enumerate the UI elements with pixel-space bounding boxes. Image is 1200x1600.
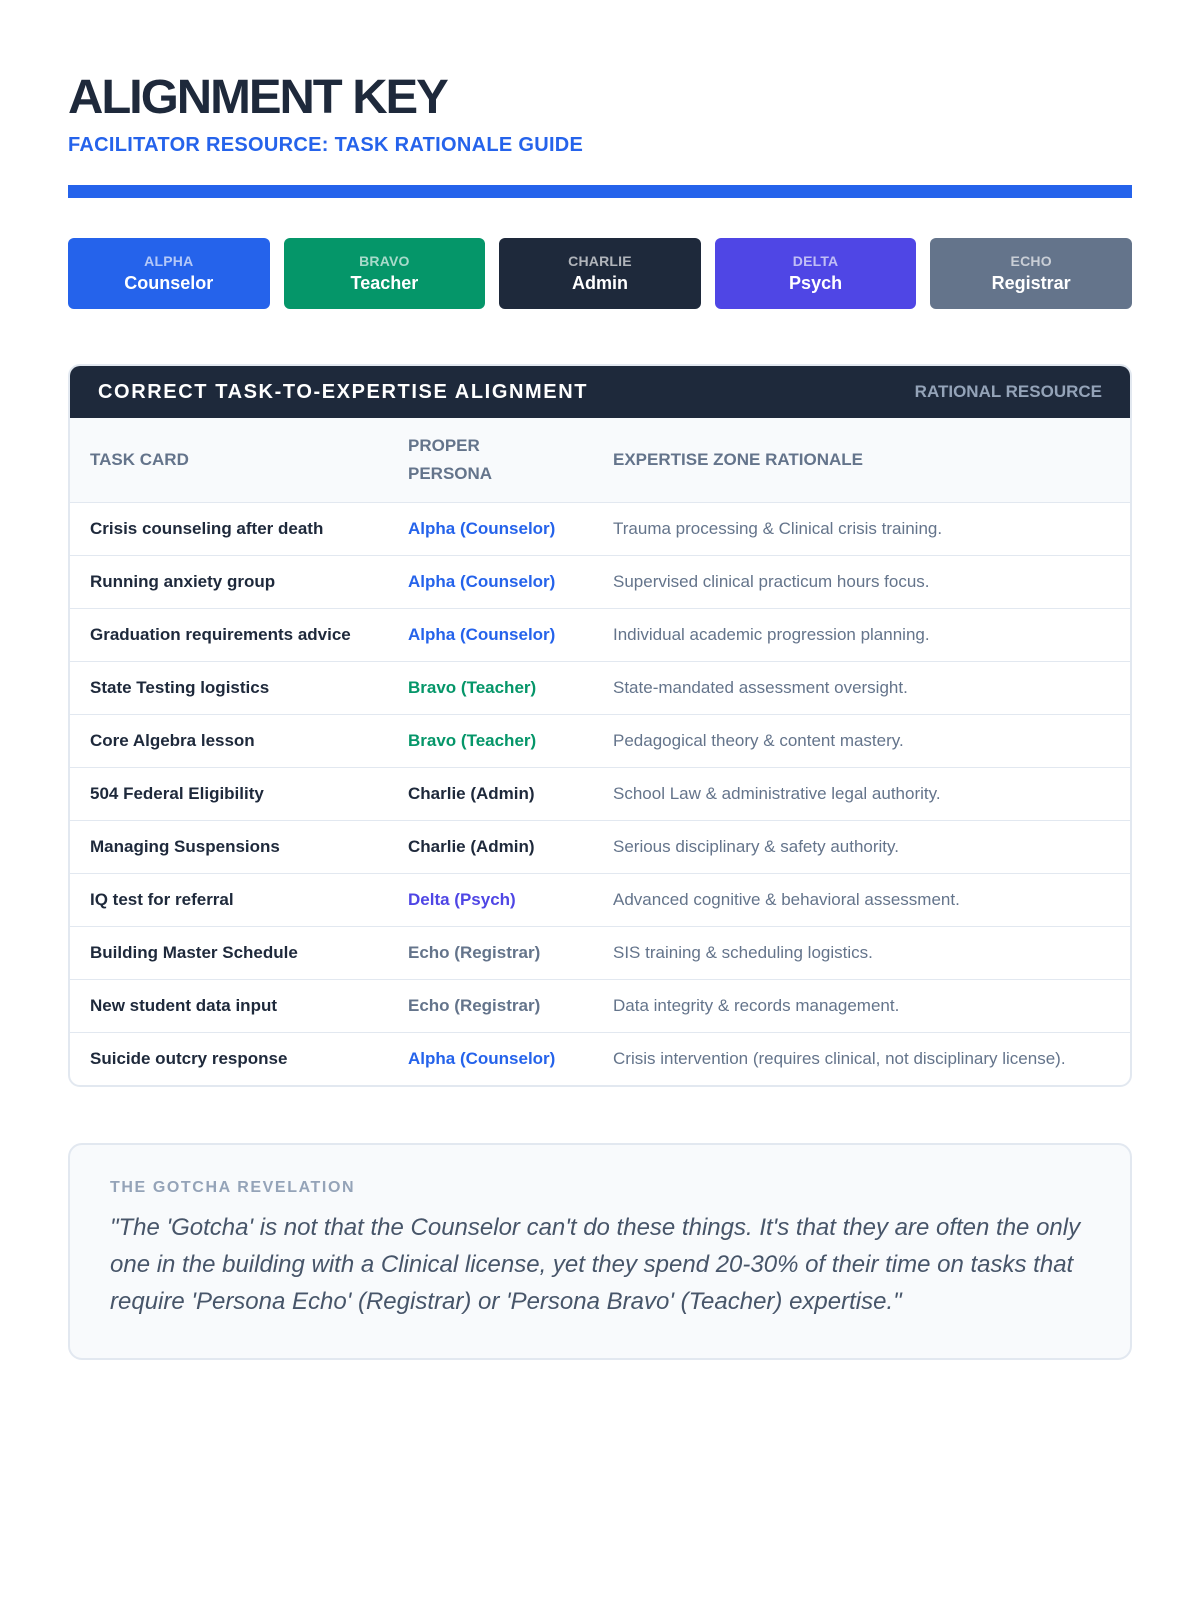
callout-quote: "The 'Gotcha' is not that the Counselor can't do these things. It's that they are often the only one in the building with a Clinical license, yet they spend 20-30% of their time on tasks that require 'Persona Echo' (Registrar) or 'Persona Bravo' (Teacher) expertise." — [110, 1214, 1081, 1315]
persona-role: Admin — [571, 273, 628, 293]
rationale-cell: Pedagogical theory & content mastery. — [593, 715, 1130, 768]
table-body — [70, 503, 1130, 1086]
rationale-cell: Serious disciplinary & safety authority. — [593, 821, 1130, 874]
table-row — [70, 927, 1130, 980]
task-cell: Core Algebra lesson — [70, 715, 388, 768]
column-header-rationale: EXPERTISE ZONE RATIONALE — [593, 418, 1130, 503]
task-cell: State Testing logistics — [70, 662, 388, 715]
rationale-cell: School Law & administrative legal authority. — [593, 768, 1130, 821]
page-title: ALIGNMENT KEY — [68, 71, 447, 124]
rationale-cell: Crisis intervention (requires clinical, not disciplinary license). — [613, 1049, 1066, 1068]
task-cell: 504 Federal Eligibility — [70, 768, 388, 821]
header-divider — [68, 185, 1132, 198]
persona-cell: Alpha (Counselor) — [388, 556, 593, 609]
table-badge: RATIONAL RESOURCE — [914, 382, 1102, 401]
table-row — [70, 503, 1130, 556]
column-header-task: TASK CARD — [70, 418, 388, 503]
rationale-cell: Supervised clinical practicum hours focus. — [593, 556, 1130, 609]
persona-cell: Alpha (Counselor) — [408, 1049, 556, 1068]
persona-role: Teacher — [350, 273, 419, 293]
persona-card-charlie — [499, 238, 701, 309]
persona-role: Registrar — [991, 273, 1071, 293]
task-cell: Running anxiety group — [70, 556, 388, 609]
table-row — [70, 662, 1130, 715]
persona-card-delta — [715, 238, 917, 309]
task-cell: New student data input — [70, 980, 388, 1033]
persona-card-echo — [930, 238, 1132, 309]
persona-cell: Charlie (Admin) — [388, 768, 593, 821]
table-row — [70, 1033, 1130, 1086]
alignment-table — [70, 418, 1130, 1085]
persona-code: BRAVO — [359, 253, 410, 269]
persona-legend — [68, 238, 1132, 309]
table-row — [70, 821, 1130, 874]
persona-role: Psych — [789, 273, 843, 293]
page-subtitle: FACILITATOR RESOURCE: TASK RATIONALE GUIDE — [68, 134, 584, 156]
persona-code: ECHO — [1010, 253, 1052, 269]
persona-code: DELTA — [792, 253, 839, 269]
table-row — [70, 980, 1130, 1033]
task-cell: Managing Suspensions — [70, 821, 388, 874]
rationale-cell: State-mandated assessment oversight. — [593, 662, 1130, 715]
task-cell: Graduation requirements advice — [70, 609, 388, 662]
task-cell: Building Master Schedule — [70, 927, 388, 980]
rationale-cell: SIS training & scheduling logistics. — [593, 927, 1130, 980]
alignment-table-card — [68, 364, 1132, 1087]
persona-code: CHARLIE — [568, 253, 632, 269]
persona-card-bravo — [284, 238, 486, 309]
persona-card-alpha — [68, 238, 270, 309]
task-cell: IQ test for referral — [70, 874, 388, 927]
table-row — [70, 556, 1130, 609]
rationale-cell: Individual academic progression planning. — [593, 609, 1130, 662]
task-cell: Crisis counseling after death — [70, 503, 388, 556]
persona-cell: Bravo (Teacher) — [388, 662, 593, 715]
persona-cell: Alpha (Counselor) — [388, 609, 593, 662]
callout-label: THE GOTCHA REVELATION — [110, 1179, 356, 1196]
table-row — [70, 768, 1130, 821]
persona-cell: Delta (Psych) — [388, 874, 593, 927]
rationale-cell: Data integrity & records management. — [593, 980, 1130, 1033]
persona-cell: Charlie (Admin) — [388, 821, 593, 874]
table-row — [70, 874, 1130, 927]
persona-cell: Alpha (Counselor) — [388, 503, 593, 556]
task-cell: Suicide outcry response — [90, 1049, 288, 1068]
gotcha-callout — [68, 1143, 1132, 1360]
table-title: CORRECT TASK-TO-EXPERTISE ALIGNMENT — [98, 380, 589, 403]
table-header-bar — [70, 366, 1130, 418]
persona-code: ALPHA — [144, 253, 194, 269]
table-header-row — [70, 418, 1130, 503]
rationale-cell: Trauma processing & Clinical crisis training. — [593, 503, 1130, 556]
persona-cell: Bravo (Teacher) — [388, 715, 593, 768]
persona-role: Counselor — [124, 273, 214, 293]
table-row — [70, 715, 1130, 768]
table-row — [70, 609, 1130, 662]
persona-cell: Echo (Registrar) — [388, 927, 593, 980]
rationale-cell: Advanced cognitive & behavioral assessment. — [593, 874, 1130, 927]
persona-cell: Echo (Registrar) — [388, 980, 593, 1033]
column-header-persona: PROPER PERSONA — [388, 418, 593, 503]
